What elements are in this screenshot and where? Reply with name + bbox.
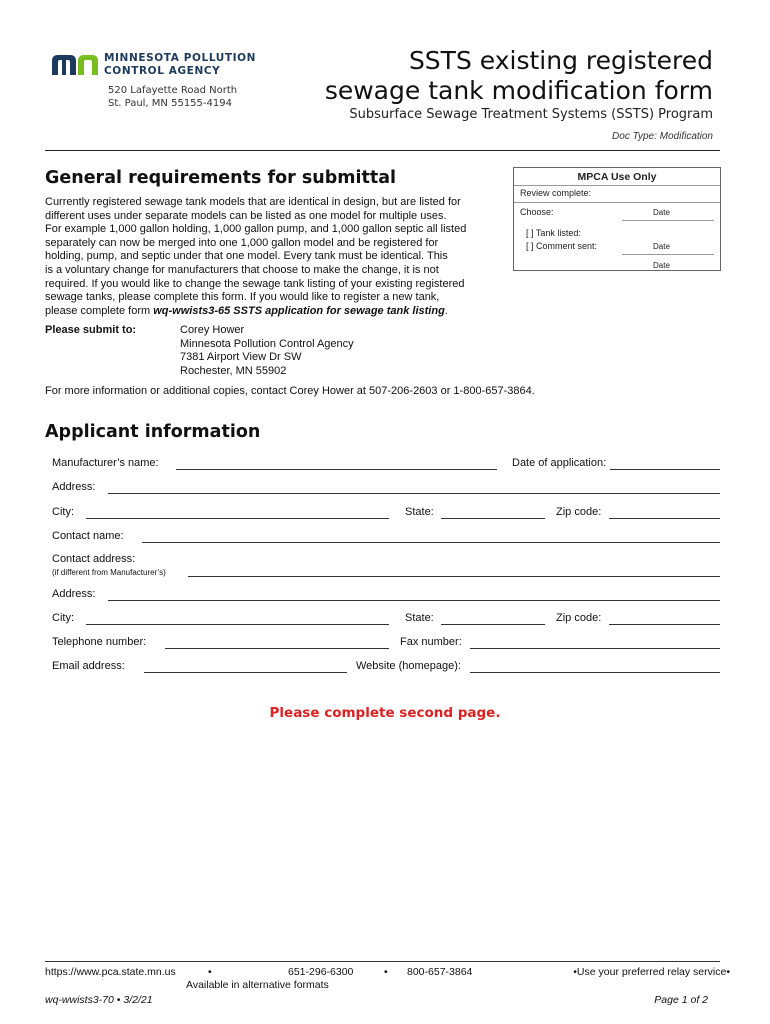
mpca-box-divider [514,202,720,203]
paragraph-line: separately can now be merged into one 1,000 gallon model and be registered for [45,236,439,249]
paragraph-line: different uses under separate models can be listed as one model for multiple uses. [45,209,447,222]
footer-phone-1: 651-296-6300 [288,966,354,978]
review-complete-label: Review complete: [520,188,592,198]
title-line1: SSTS existing registered [408,46,713,75]
email-label: Email address: [52,660,125,672]
state-label: State: [405,506,434,518]
footer-divider [45,961,720,962]
header-divider [45,150,720,151]
fax-label: Fax number: [400,636,462,648]
form-reference: wq-wwists3-65 SSTS application for sewage tank listing [153,304,445,317]
contact-address-label: Contact address: [52,553,136,565]
footer-relay: •Use your preferred relay service• [573,966,730,978]
mpca-box-title: MPCA Use Only [514,168,720,186]
paragraph-line: required. If you would like to change the sewage tank listing of your existing registered [45,277,465,290]
address-field[interactable] [108,493,720,494]
paragraph-line-last [45,305,495,319]
title-line2: sewage tank modification form [324,76,713,105]
footer-page-number: Page 1 of 2 [654,994,708,1006]
zip-label: Zip code: [556,506,602,518]
address-line2: St. Paul, MN 55155-4194 [108,98,232,109]
footer-bullet: • [208,966,212,978]
date-caption: Date [653,208,670,217]
city-field[interactable] [86,518,389,519]
paragraph-line: Currently registered sewage tank models that are identical in design, but are listed for [45,196,461,208]
email-field[interactable] [144,672,347,673]
doc-type: Doc Type: Modification [612,131,713,142]
agency-name-line1: MINNESOTA POLLUTION [104,52,257,64]
zip-field[interactable] [609,518,720,519]
page-title [325,46,713,106]
address-label-2: Address: [52,588,96,600]
more-info-text: For more information or additional copies, contact Corey Hower at 507-206-2603 or 1-800-657-3864. [45,385,535,397]
website-field[interactable] [470,672,720,673]
website-label: Website (homepage): [356,660,461,672]
address-field-2[interactable] [108,600,720,601]
contact-name-field[interactable] [142,542,720,543]
city-field-2[interactable] [86,624,389,625]
agency-name [104,52,256,78]
date-line [622,220,714,221]
manufacturer-field[interactable] [176,469,497,470]
paragraph-line: For example 1,000 gallon holding, 1,000 gallon pump, and 1,000 gallon septic all listed [45,223,467,236]
state-field[interactable] [441,518,545,519]
city-label: City: [52,506,74,518]
state-label-2: State: [405,612,434,624]
contact-address-note: (if different from Manufacturer’s) [52,568,166,577]
mpca-use-only-box [513,167,721,271]
footer-bullet: • [384,966,388,978]
manufacturer-label: Manufacturer’s name: [52,457,159,469]
city-label-2: City: [52,612,74,624]
zip-label-2: Zip code: [556,612,602,624]
footer-phone-2: 800-657-3864 [407,966,473,978]
general-requirements-heading: General requirements for submittal [45,168,397,188]
page-subtitle: Subsurface Sewage Treatment Systems (SSTS) Program [349,107,713,122]
submit-name: Corey Hower [180,324,245,336]
telephone-field[interactable] [165,648,389,649]
footer-doc-id: wq-wwists3-70 • 3/2/21 [45,994,153,1006]
address-label: Address: [52,481,96,493]
choose-label: Choose: [520,207,554,217]
date-of-application-field[interactable] [610,469,720,470]
submit-agency: Minnesota Pollution Control Agency [180,337,354,350]
footer-formats: Available in alternative formats [186,979,329,991]
tank-listed-checkbox[interactable]: [ ] Tank listed: [526,228,581,238]
submit-label: Please submit to: [45,324,137,336]
submit-city: Rochester, MN 55902 [180,364,287,377]
mpca-logo-icon [52,55,98,75]
telephone-label: Telephone number: [52,636,147,648]
applicant-information-heading: Applicant information [45,422,261,442]
comment-sent-checkbox[interactable]: [ ] Comment sent: [526,241,598,251]
paragraph-line: holding, pump, and septic under that one model. Every tank must be identical. This [45,250,448,263]
date-of-application-label: Date of application: [512,457,607,469]
paragraph-line: sewage tanks, please complete this form. If you would like to register a new tank, [45,291,440,304]
agency-name-line2: CONTROL AGENCY [104,65,221,77]
date-line [622,254,714,255]
form-ref-suffix: . [444,304,448,317]
submit-street: 7381 Airport View Dr SW [180,351,302,364]
contact-name-label: Contact name: [52,530,124,542]
state-field-2[interactable] [441,624,545,625]
complete-second-page-notice: Please complete second page. [269,705,501,721]
date-caption: Date [653,242,670,251]
paragraph-line: is a voluntary change for manufacturers that choose to make the change, it is not [45,263,439,276]
submit-address [180,324,354,378]
agency-address [108,84,237,110]
form-ref-prefix: please complete form [45,304,154,317]
date-caption: Date [653,261,670,270]
general-requirements-paragraph [45,196,495,318]
address-line1: 520 Lafayette Road North [108,85,238,96]
contact-address-field[interactable] [188,576,720,577]
zip-field-2[interactable] [609,624,720,625]
footer-url[interactable]: https://www.pca.state.mn.us [45,966,176,978]
fax-field[interactable] [470,648,720,649]
